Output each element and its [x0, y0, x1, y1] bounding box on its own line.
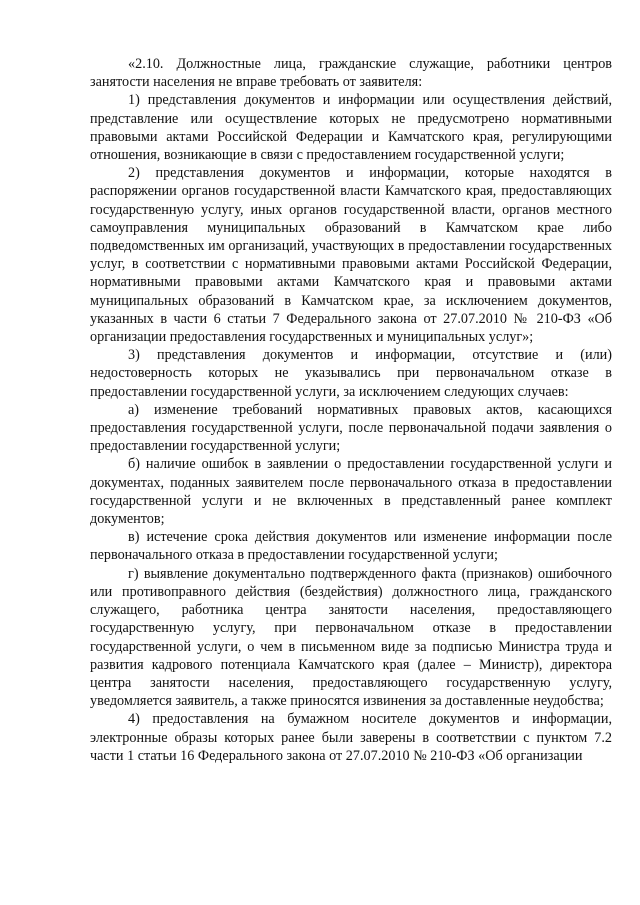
document-body: [90, 55, 612, 765]
paragraph-item-3: 3) представления документов и информации, отсутствие и (или) недостоверность которых не указывались при первоначальном отказе в предоставлении государственной услуги, за исключением следующих случаев:: [90, 347, 612, 400]
paragraph-subitem-g: г) выявление документально подтвержденного факта (признаков) ошибочного или противоправного действия (бездействия) должностного лица, гражданского служащего, работника центра занятости населения, предоставляющего государственную услугу, при первоначальном отказе в предоставлении государственной услуги, о чем в письменном виде за подписью Министра труда и развития кадрового потенциала Камчатского края (далее – Министр), директора центра занятости населения, предоставляющего государственную услугу, уведомляется заявитель, а также приносятся извинения за доставленные неудобства;: [90, 565, 612, 710]
paragraph-subitem-a: а) изменение требований нормативных правовых актов, касающихся предоставления государственной услуги, после первоначальной подачи заявления о предоставлении государственной услуги;: [90, 401, 612, 455]
paragraph-item-2: 2) представления документов и информации, которые находятся в распоряжении органов государственной власти Камчатского края, предоставляющих государственную услугу, иных органов государственной власти, органов местного самоуправления муниципальных образований в Камчатском крае либо подведомственных им организаций, участвующих в предоставлении государственных услуг, в соответствии с нормативными правовыми актами Российской Федерации, нормативными правовыми актами Камчатского края и правовыми актами муниципальных образований в Камчатском крае, за исключением документов, указанных в части 6 статьи 7 Федерального закона от 27.07.2010 № 210-ФЗ «Об организации предоставления государственных и муниципальных услуг»;: [90, 165, 612, 346]
paragraph-item-4: 4) предоставления на бумажном носителе документов и информации, электронные образы которых ранее были заверены в соответствии с пунктом 7.2 части 1 статьи 16 Федерального закона от 27.07.2010 № 210-ФЗ «Об организации: [90, 711, 612, 764]
paragraph-item-1: 1) представления документов и информации или осуществления действий, представление или осуществление которых не предусмотрено нормативными правовыми актами Российской Федерации и Камчатского края, регулирующими отношения, возникающие в связи с предоставлением государственной услуги;: [90, 92, 612, 164]
paragraph-2-10-intro: «2.10. Должностные лица, гражданские служащие, работники центров занятости населения не вправе требовать от заявителя:: [90, 56, 612, 91]
paragraph-subitem-b: б) наличие ошибок в заявлении о предоставлении государственной услуги и документах, поданных заявителем после первоначального отказа в предоставлении государственной услуги и не включенных в представленный ранее комплект документов;: [90, 456, 612, 528]
paragraph-subitem-v: в) истечение срока действия документов или изменение информации после первоначального отказа в предоставлении государственной услуги;: [90, 529, 612, 564]
